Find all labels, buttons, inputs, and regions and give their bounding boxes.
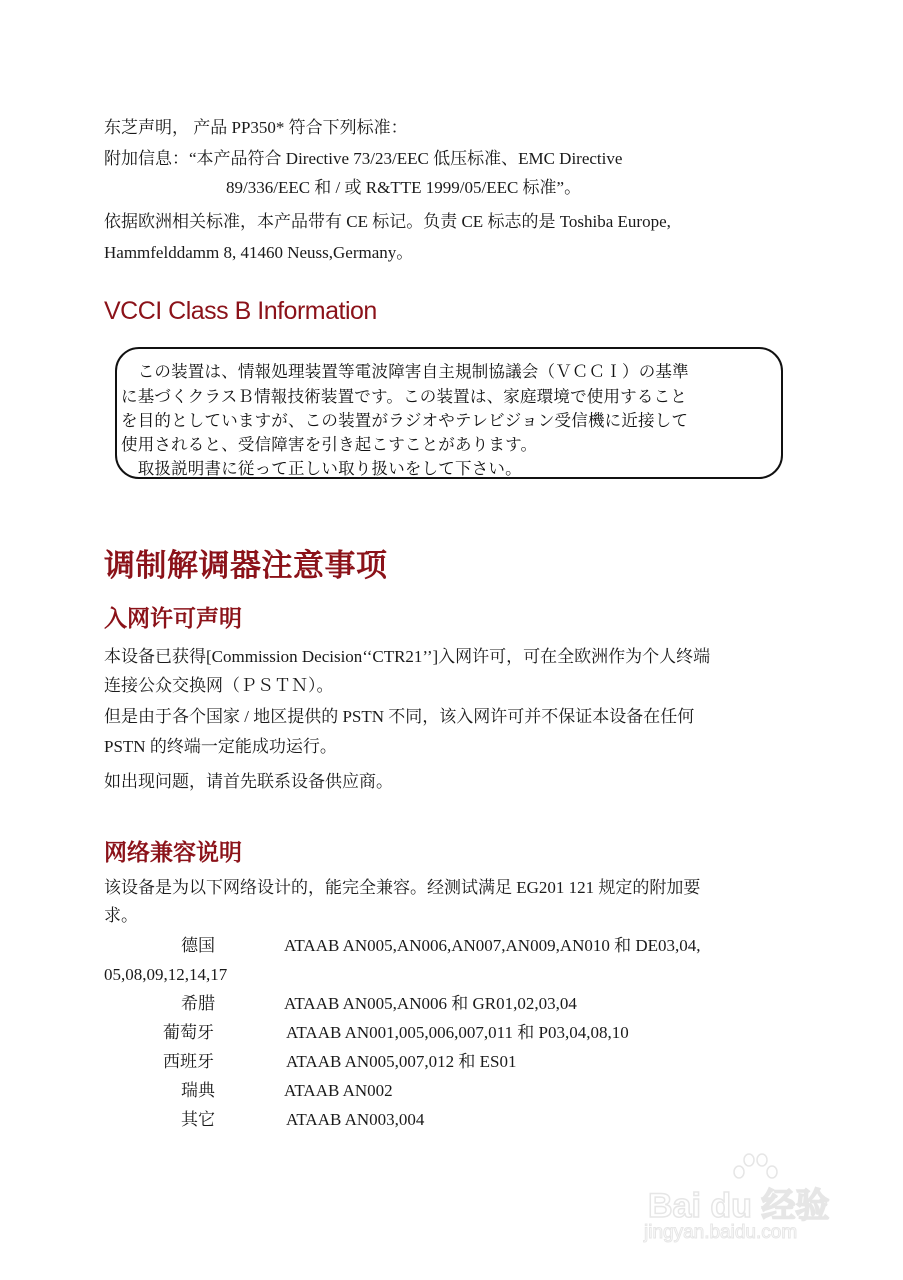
approval-p1-line-1: 本设备已获得[Commission Decision‘‘CTR21’’]入网许可，可在全欧洲作为个人终端 [104, 647, 711, 666]
watermark-url: jingyan.baidu.com [644, 1222, 798, 1243]
compat-intro-line-2: 求。 [104, 906, 138, 925]
vcci-line-2: に基づくクラスＢ情報技術装置です。この装置は、家庭環境で使用すること [121, 387, 687, 406]
declaration-line-2: 附加信息：“本产品符合 Directive 73/23/EEC 低压标准、EMC Directive [104, 149, 623, 168]
compat-country-other: 其它 [181, 1110, 215, 1129]
compat-spec-greece: ATAAB AN005,AN006 和 GR01,02,03,04 [284, 994, 577, 1013]
vcci-line-4: 使用されると、受信障害を引き起こすことがあります。 [121, 435, 538, 454]
vcci-line-5: 取扱説明書に従って正しい取り扱いをして下さい。 [121, 459, 522, 478]
compat-country-greece: 希腊 [181, 994, 215, 1013]
declaration-line-1: 东芝声明， 产品 PP350* 符合下列标准： [104, 118, 408, 137]
compat-country-germany: 德国 [181, 936, 215, 955]
watermark-brand: Bai du 经验 [648, 1187, 830, 1225]
compat-intro-line-1: 该设备是为以下网络设计的，能完全兼容。经测试满足 EG201 121 规定的附加要 [104, 878, 701, 897]
declaration-line-3: 89/336/EEC 和 / 或 R&TTE 1999/05/EEC 标准”。 [226, 178, 582, 197]
compat-heading: 网络兼容说明 [104, 840, 242, 866]
approval-p3: 如出现问题，请首先联系设备供应商。 [104, 772, 393, 791]
declaration-line-5: Hammfelddamm 8, 41460 Neuss,Germany。 [104, 243, 414, 262]
approval-p2-line-1: 但是由于各个国家 / 地区提供的 PSTN 不同，该入网许可并不保证本设备在任何 [104, 707, 695, 726]
compat-spec-sweden: ATAAB AN002 [284, 1081, 393, 1100]
compat-spec-portugal: ATAAB AN001,005,006,007,011 和 P03,04,08,10 [286, 1023, 629, 1042]
approval-p2-line-2: PSTN 的终端一定能成功运行。 [104, 737, 337, 756]
vcci-line-1: この装置は、情報処理装置等電波障害自主規制協議会（ＶＣＣＩ）の基準 [121, 362, 689, 381]
compat-spec-spain: ATAAB AN005,007,012 和 ES01 [286, 1052, 517, 1071]
compat-country-portugal: 葡萄牙 [163, 1023, 214, 1042]
approval-p1-line-2: 连接公众交换网（ＰＳＴＮ）。 [104, 676, 334, 695]
compat-country-spain: 西班牙 [163, 1052, 214, 1071]
vcci-line-3: を目的としていますが、この装置がラジオやテレビジョン受信機に近接して [121, 411, 689, 430]
vcci-heading: VCCI Class B Information [104, 297, 377, 325]
modem-heading: 调制解调器注意事项 [104, 548, 388, 584]
baidu-watermark [640, 1150, 860, 1260]
approval-heading: 入网许可声明 [104, 606, 242, 632]
compat-spec-germany-cont: 05,08,09,12,14,17 [104, 965, 228, 984]
compat-spec-germany: ATAAB AN005,AN006,AN007,AN009,AN010 和 DE03,04, [284, 936, 701, 955]
compat-country-sweden: 瑞典 [181, 1081, 215, 1100]
compat-spec-other: ATAAB AN003,004 [286, 1110, 425, 1129]
declaration-line-4: 依据欧洲相关标准，本产品带有 CE 标记。负责 CE 标志的是 Toshiba Europe, [104, 212, 671, 231]
